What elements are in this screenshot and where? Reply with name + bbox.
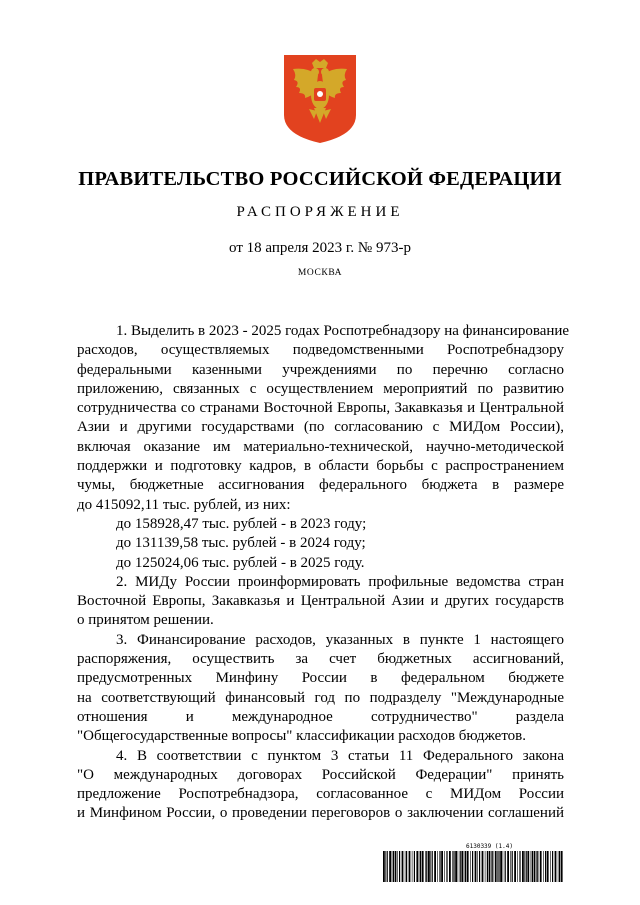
barcode-bar: [392, 851, 393, 882]
government-title: ПРАВИТЕЛЬСТВО РОССИЙСКОЙ ФЕДЕРАЦИИ: [78, 168, 562, 190]
barcode-bar: [465, 851, 466, 882]
body-line: распоряжения, осуществить за счет бюджетных ассигнований,: [77, 651, 564, 668]
barcode-bar: [432, 851, 433, 882]
barcode-icon: [383, 851, 564, 882]
barcode-bar: [519, 851, 520, 882]
barcode-bar: [477, 851, 478, 882]
document-type: РАСПОРЯЖЕНИЕ: [236, 204, 404, 220]
barcode-bar: [453, 851, 454, 882]
barcode-bar: [512, 851, 513, 882]
barcode-bar: [452, 851, 453, 882]
barcode-bar: [405, 851, 406, 882]
barcode-bar: [475, 851, 477, 882]
barcode-bar: [412, 851, 413, 882]
barcode-bar: [449, 851, 451, 882]
barcode-bar: [526, 851, 527, 882]
body-line: 3. Финансирование расходов, указанных в пункте 1 настоящего: [116, 631, 564, 648]
barcode-bar: [492, 851, 493, 882]
barcode-bar: [487, 851, 488, 882]
barcode-bar: [527, 851, 529, 882]
barcode-bar: [422, 851, 424, 882]
document-city: МОСКВА: [297, 268, 343, 278]
barcode-bar: [455, 851, 457, 882]
barcode-bar: [434, 851, 436, 882]
body-line: до 415092,11 тыс. рублей, из них:: [77, 496, 291, 513]
body-line: о принятом решении.: [77, 612, 214, 629]
barcode-bar: [531, 851, 532, 882]
body-line: сотрудничества со странами Восточной Европы, Закавказья и Центральной: [77, 400, 564, 417]
body-line: до 125024,06 тыс. рублей - в 2025 году.: [116, 554, 365, 571]
barcode-bar: [491, 851, 492, 882]
barcode-bar: [395, 851, 397, 882]
barcode-bar: [406, 851, 407, 882]
body-line: предусмотренных Минфину России в федеральном бюджете: [77, 670, 564, 687]
barcode-bar: [552, 851, 553, 882]
barcode-bar: [383, 851, 385, 882]
barcode-bar: [409, 851, 411, 882]
barcode-bar: [498, 851, 499, 882]
body-line: Восточной Европы, Закавказья и Центральной Азии и других государств: [77, 593, 564, 610]
barcode-bar: [485, 851, 486, 882]
barcode-bar: [420, 851, 421, 882]
barcode-bar: [558, 851, 559, 882]
barcode-bar: [505, 851, 506, 882]
barcode-bar: [419, 851, 420, 882]
barcode-bar: [464, 851, 465, 882]
barcode-bar: [414, 851, 415, 882]
barcode-bar: [545, 851, 546, 882]
body-line: "Общегосударственные вопросы" классификации расходов бюджетов.: [77, 728, 527, 745]
barcode-bar: [467, 851, 469, 882]
barcode-bar: [402, 851, 404, 882]
barcode-bar: [510, 851, 511, 882]
barcode-bar: [489, 851, 491, 882]
barcode-bar: [555, 851, 557, 882]
body-line: поддержки и подготовку кадров, в области борьбы с распространением: [77, 458, 564, 475]
barcode-bar: [389, 851, 391, 882]
barcode-bar: [426, 851, 427, 882]
barcode-bar: [561, 851, 563, 882]
barcode-bar: [397, 851, 398, 882]
body-line: включая оказание им материально-технической, научно-методической: [77, 438, 564, 455]
barcode-bar: [517, 851, 518, 882]
barcode-bar: [441, 851, 443, 882]
document-body: [77, 322, 570, 824]
barcode-bar: [500, 851, 502, 882]
barcode-bar: [444, 851, 445, 882]
body-line: расходов, осуществляемых подведомственными Роспотребнадзору: [77, 342, 564, 359]
barcode-bar: [425, 851, 426, 882]
barcode-bar: [503, 851, 504, 882]
barcode-bar: [428, 851, 430, 882]
body-line: на соответствующий финансовый год по подразделу "Международные: [77, 689, 564, 706]
body-line: приложению, связанных с осуществлением мероприятий по развитию: [77, 380, 564, 397]
barcode-bar: [461, 851, 463, 882]
barcode-bar: [532, 851, 533, 882]
body-line: 4. В соответствии с пунктом 3 статьи 11 Федерального закона: [116, 747, 564, 764]
body-line: отношения и международное сотрудничество" раздела: [77, 708, 564, 725]
barcode-bar: [439, 851, 440, 882]
barcode-bar: [393, 851, 394, 882]
body-line: чумы, бюджетные ассигнования федерального бюджета в размере: [77, 477, 564, 494]
body-line: предложение Роспотребнадзора, согласованное с МИДом России: [77, 786, 564, 803]
barcode-bar: [559, 851, 560, 882]
barcode-bar: [458, 851, 459, 882]
barcode-bar: [537, 851, 538, 882]
body-line: Азии и другими государствами (по согласованию с МИДом России),: [77, 419, 564, 436]
barcode-bar: [536, 851, 537, 882]
barcode-bar: [522, 851, 524, 882]
barcode-bar: [507, 851, 509, 882]
body-line: федеральными казенными учреждениями по перечню согласно: [77, 361, 564, 378]
barcode-bar: [524, 851, 525, 882]
barcode-bar: [437, 851, 438, 882]
barcode-bar: [550, 851, 551, 882]
barcode-bar: [460, 851, 461, 882]
barcode-bar: [547, 851, 549, 882]
body-line: до 158928,47 тыс. рублей - в 2023 году;: [116, 515, 367, 532]
barcode-bar: [472, 851, 473, 882]
barcode-bar: [534, 851, 536, 882]
barcode-bar: [497, 851, 498, 882]
barcode-bar: [399, 851, 400, 882]
barcode-number: 6130339 (1.4): [466, 843, 513, 850]
body-line: 1. Выделить в 2023 - 2025 годах Роспотребнадзору на финансирование: [116, 323, 570, 339]
barcode-bar: [482, 851, 484, 882]
barcode-bar: [540, 851, 542, 882]
body-line: до 131139,58 тыс. рублей - в 2024 году;: [116, 535, 366, 552]
barcode-bar: [387, 851, 388, 882]
barcode-bar: [430, 851, 431, 882]
barcode-bar: [416, 851, 418, 882]
barcode-bar: [385, 851, 386, 882]
barcode-bar: [479, 851, 480, 882]
barcode-bar: [446, 851, 447, 882]
barcode-bar: [470, 851, 471, 882]
body-line: 2. МИДу России проинформировать профильные ведомства стран: [116, 573, 564, 590]
document-date-number: от 18 апреля 2023 г. № 973-р: [229, 240, 411, 256]
coat-of-arms-icon: [281, 53, 359, 145]
body-line: "О международных договорах Российской Федерации" принять: [77, 766, 564, 783]
body-line: и Минфином России, о проведении переговоров о заключении соглашений: [77, 805, 564, 822]
barcode-bar: [514, 851, 516, 882]
barcode-bar: [495, 851, 497, 882]
barcode-bar: [543, 851, 544, 882]
